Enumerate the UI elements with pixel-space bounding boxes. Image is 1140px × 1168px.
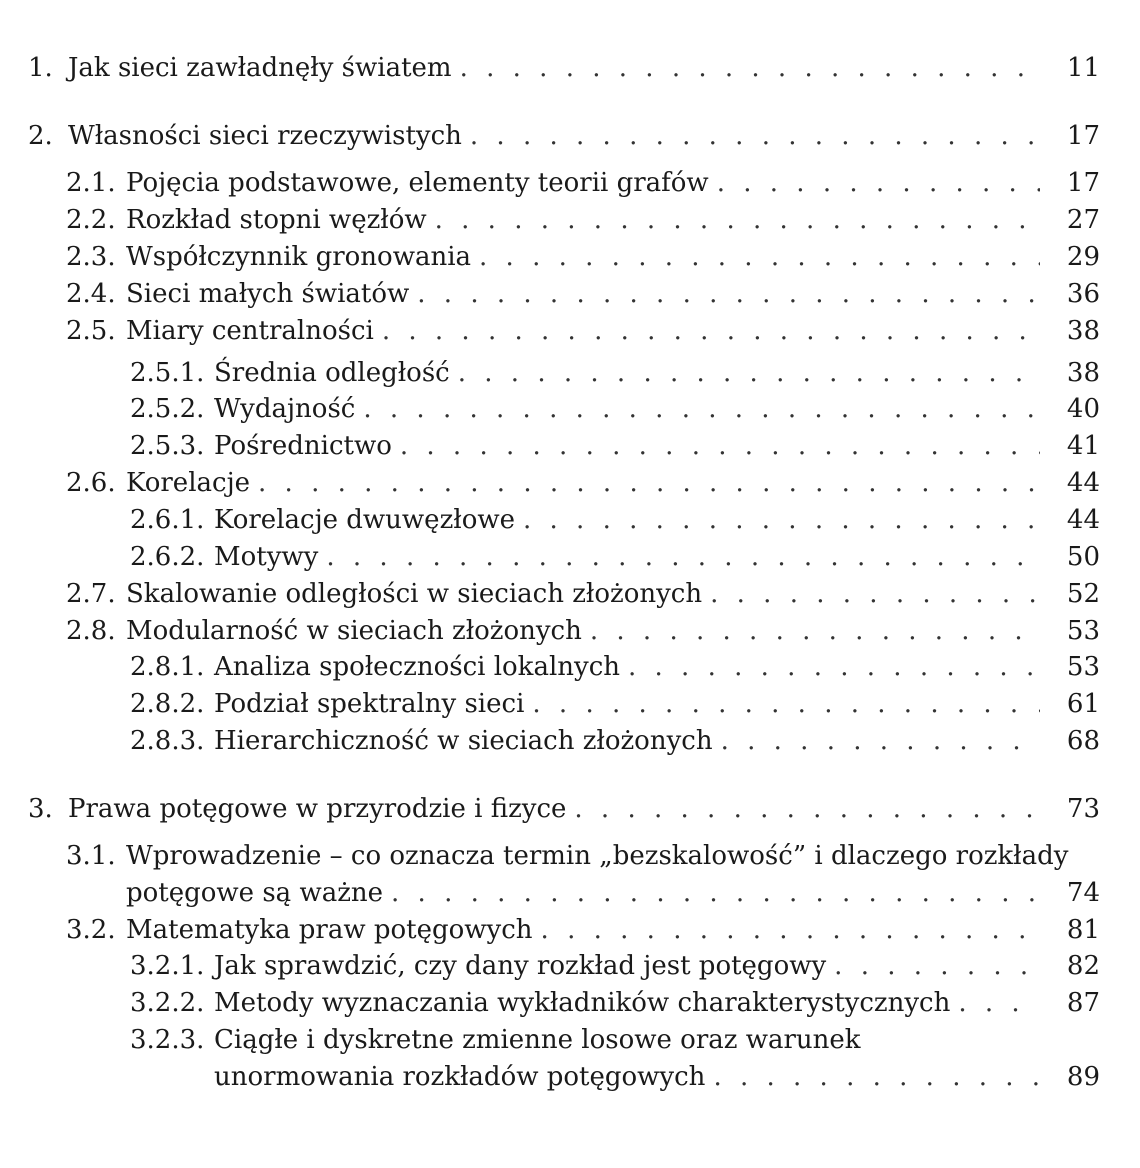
dot-leader [523,500,1040,540]
toc-entry-title: Wprowadzenie – co oznacza termin „bezskalowość” i dlaczego rozkłady [126,841,1069,871]
dot-leader [435,200,1040,240]
toc-entry-number: 3.2. [66,915,116,945]
toc-entry-number: 2.5.3. [130,431,205,461]
toc-entry-title: Skalowanie odległości w sieciach złożonych [126,579,703,609]
toc-entry-title: Miary centralności [126,316,374,346]
toc-entry-page: 41 [1066,431,1100,461]
toc-entry-page: 27 [1066,205,1100,235]
toc-entry-continuation [0,873,1140,913]
dot-leader [326,537,1040,577]
dot-leader [470,116,1040,156]
toc-entry-page: 52 [1066,579,1100,609]
dot-leader [400,426,1040,466]
toc-entry-number: 2.8.2. [130,689,205,719]
toc-entry-number: 3. [28,794,53,824]
toc-entry [0,48,1140,88]
toc-entry [0,353,1140,393]
toc-entry [0,200,1140,240]
dot-leader [460,48,1040,88]
toc-entry-title: Wydajność [214,394,356,424]
dot-leader [574,789,1040,829]
toc-entry [0,684,1140,724]
toc-entry-continuation [0,1057,1140,1097]
dot-leader [713,1057,1040,1097]
toc-entry [0,836,1140,876]
toc-entry-number: 2.5. [66,316,116,346]
toc-entry [0,537,1140,577]
toc-entry [0,311,1140,351]
toc-entry-number: 3.2.3. [130,1025,205,1055]
toc-entry [0,237,1140,277]
toc-entry-page: 44 [1066,468,1100,498]
toc-entry-title: Motywy [214,542,319,572]
toc-entry [0,426,1140,466]
toc-entry-number: 1. [28,53,53,83]
toc-entry-page: 87 [1066,988,1100,1018]
toc-entry-page: 74 [1066,878,1100,908]
dot-leader [590,611,1040,651]
toc-entry-number: 2. [28,121,53,151]
toc-entry [0,1020,1140,1060]
dot-leader [532,684,1040,724]
toc-entry-title: Korelacje dwuwęzłowe [214,505,515,535]
dot-leader [717,163,1040,203]
toc-entry [0,500,1140,540]
toc-entry-page: 89 [1066,1062,1100,1092]
toc-entry-title: Pośrednictwo [214,431,392,461]
toc-entry-number: 2.2. [66,205,116,235]
toc-entry-title: Średnia odległość [214,358,450,388]
toc-entry-number: 2.7. [66,579,116,609]
toc-entry-title: Korelacje [126,468,251,498]
dot-leader [458,353,1040,393]
toc-entry [0,789,1140,829]
toc-entry-title: Rozkład stopni węzłów [126,205,427,235]
toc-entry [0,983,1140,1023]
toc-entry-title: Podział spektralny sieci [214,689,525,719]
toc-entry-title: Jak sieci zawładnęły światem [68,53,452,83]
dot-leader [417,274,1040,314]
toc-entry-title: Modularność w sieciach złożonych [126,616,582,646]
dot-leader [628,647,1040,687]
toc-entry [0,647,1140,687]
toc-entry-page: 82 [1066,951,1100,981]
toc-entry [0,116,1140,156]
toc-entry-number: 2.3. [66,242,116,272]
toc-entry-page: 81 [1066,915,1100,945]
toc-entry-title: Hierarchiczność w sieciach złożonych [214,726,713,756]
dot-leader [541,910,1040,950]
toc-entry-title: Pojęcia podstawowe, elementy teorii grafów [126,168,709,198]
dot-leader [958,983,1040,1023]
toc-entry-number: 2.6.1. [130,505,205,535]
toc-entry-number: 2.6.2. [130,542,205,572]
toc-entry [0,910,1140,950]
toc-entry-page: 11 [1066,53,1100,83]
toc-entry-page: 50 [1066,542,1100,572]
toc-entry-page: 17 [1066,168,1100,198]
toc-entry [0,163,1140,203]
toc-entry [0,574,1140,614]
toc-entry-number: 2.5.1. [130,358,205,388]
toc-entry-number: 2.6. [66,468,116,498]
toc-entry-page: 73 [1066,794,1100,824]
toc-entry-page: 53 [1066,652,1100,682]
toc-entry-title-continued: unormowania rozkładów potęgowych [214,1062,706,1092]
dot-leader [382,311,1040,351]
dot-leader [391,873,1040,913]
toc-entry-page: 17 [1066,121,1100,151]
toc-entry-page: 44 [1066,505,1100,535]
dot-leader [721,721,1040,761]
toc-entry-title: Własności sieci rzeczywistych [68,121,462,151]
toc-entry-title: Analiza społeczności lokalnych [214,652,620,682]
toc-entry-page: 53 [1066,616,1100,646]
toc-entry [0,389,1140,429]
dot-leader [710,574,1040,614]
toc-entry [0,463,1140,503]
toc-entry-number: 2.8.3. [130,726,205,756]
toc-entry [0,274,1140,314]
toc-entry-page: 38 [1066,316,1100,346]
dot-leader [258,463,1040,503]
dot-leader [479,237,1040,277]
toc-entry-page: 68 [1066,726,1100,756]
toc-entry [0,721,1140,761]
toc-entry-title-continued: potęgowe są ważne [126,878,384,908]
toc-entry-number: 2.8. [66,616,116,646]
toc-entry-title: Prawa potęgowe w przyrodzie i fizyce [68,794,567,824]
toc-entry-number: 2.4. [66,279,116,309]
toc-entry-page: 61 [1066,689,1100,719]
toc-entry-title: Matematyka praw potęgowych [126,915,533,945]
toc-entry-page: 36 [1066,279,1100,309]
dot-leader [834,946,1040,986]
toc-entry-title: Współczynnik gronowania [126,242,472,272]
toc-entry-title: Ciągłe i dyskretne zmienne losowe oraz warunek [214,1025,861,1055]
toc-entry-number: 2.1. [66,168,116,198]
toc-entry [0,946,1140,986]
toc-entry-number: 2.8.1. [130,652,205,682]
toc-entry [0,611,1140,651]
toc-entry-number: 3.1. [66,841,116,871]
toc-entry-title: Metody wyznaczania wykładników charakterystycznych [214,988,951,1018]
toc-entry-title: Jak sprawdzić, czy dany rozkład jest potęgowy [214,951,827,981]
toc-entry-page: 40 [1066,394,1100,424]
toc-entry-title: Sieci małych światów [126,279,410,309]
toc-entry-page: 38 [1066,358,1100,388]
toc-entry-number: 3.2.1. [130,951,205,981]
toc-entry-page: 29 [1066,242,1100,272]
toc-entry-number: 2.5.2. [130,394,205,424]
toc-entry-number: 3.2.2. [130,988,205,1018]
dot-leader [363,389,1040,429]
